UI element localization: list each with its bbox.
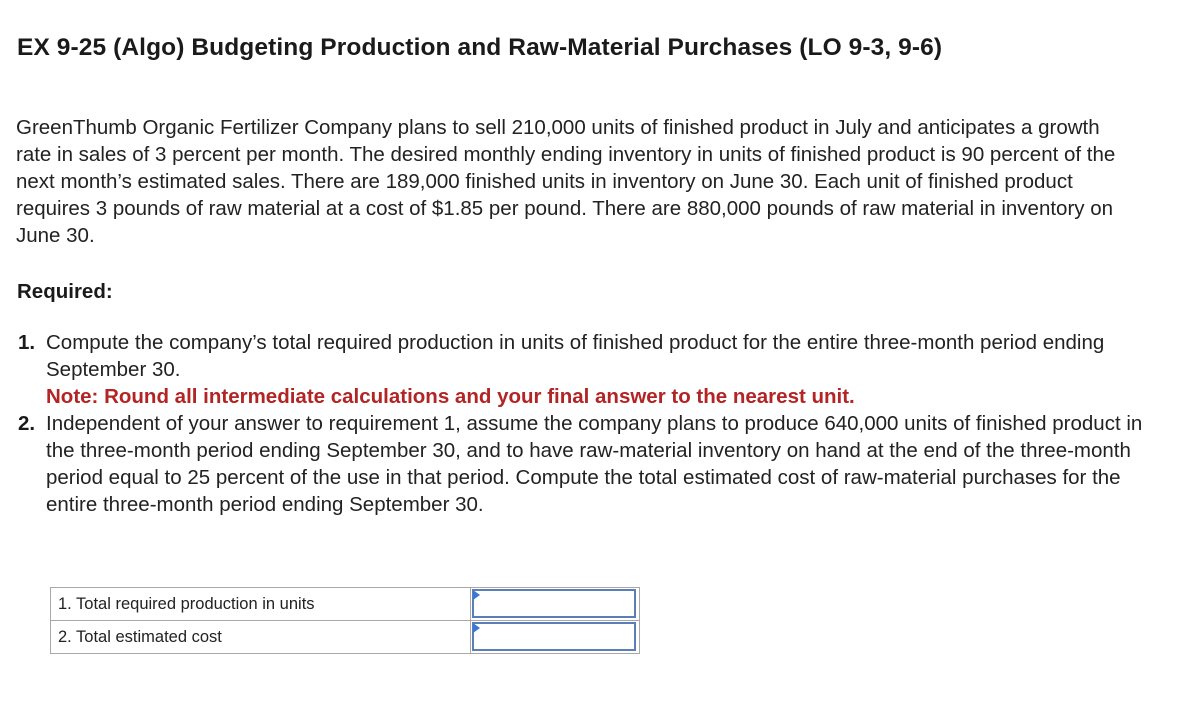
input-flag-icon bbox=[473, 623, 480, 633]
answer-table bbox=[50, 587, 640, 654]
input-flag-icon bbox=[473, 590, 480, 600]
requirement-1 bbox=[18, 329, 1168, 410]
requirement-2-text: Independent of your answer to requirement 1, assume the company plans to produce 640,000 units of finished product in the three-month period ending September 30, and to have raw-material inventory on hand at the end of the three-month period equal to 25 percent of the use in that period. Compute the total estimated cost of raw-material purchases for the entire three-month period ending September 30. bbox=[46, 412, 1143, 516]
answer-cell-cost bbox=[471, 621, 640, 654]
answer-label-cost: 2. Total estimated cost bbox=[51, 621, 471, 654]
required-heading: Required: bbox=[17, 280, 113, 303]
estimated-cost-input[interactable] bbox=[472, 622, 636, 651]
page-title: EX 9-25 (Algo) Budgeting Production and Raw-Material Purchases (LO 9-3, 9-6) bbox=[17, 34, 943, 61]
answer-label-production: 1. Total required production in units bbox=[51, 588, 471, 621]
problem-description: GreenThumb Organic Fertilizer Company plans to sell 210,000 units of finished product in July and anticipates a growth rate in sales of 3 percent per month. The desired monthly ending inventory in units of finished product is 90 percent of the next month’s estimated sales. There are 189,000 finished units in inventory on June 30. Each unit of finished product requires 3 pounds of raw material at a cost of $1.85 per pound. There are 880,000 pounds of raw material in inventory on June 30. bbox=[16, 116, 1116, 247]
answer-cell-production bbox=[471, 588, 640, 621]
requirement-2 bbox=[18, 410, 1168, 518]
requirement-1-note: Note: Round all intermediate calculations and your final answer to the nearest unit. bbox=[46, 385, 855, 408]
requirement-1-number: 1. bbox=[18, 331, 36, 354]
answer-row-cost bbox=[51, 621, 640, 654]
requirement-2-number: 2. bbox=[18, 412, 36, 435]
production-units-input[interactable] bbox=[472, 589, 636, 618]
answer-row-production bbox=[51, 588, 640, 621]
requirement-1-text: Compute the company’s total required production in units of finished product for the entire three-month period ending September 30. bbox=[46, 331, 1105, 381]
requirements-list bbox=[18, 329, 1168, 518]
